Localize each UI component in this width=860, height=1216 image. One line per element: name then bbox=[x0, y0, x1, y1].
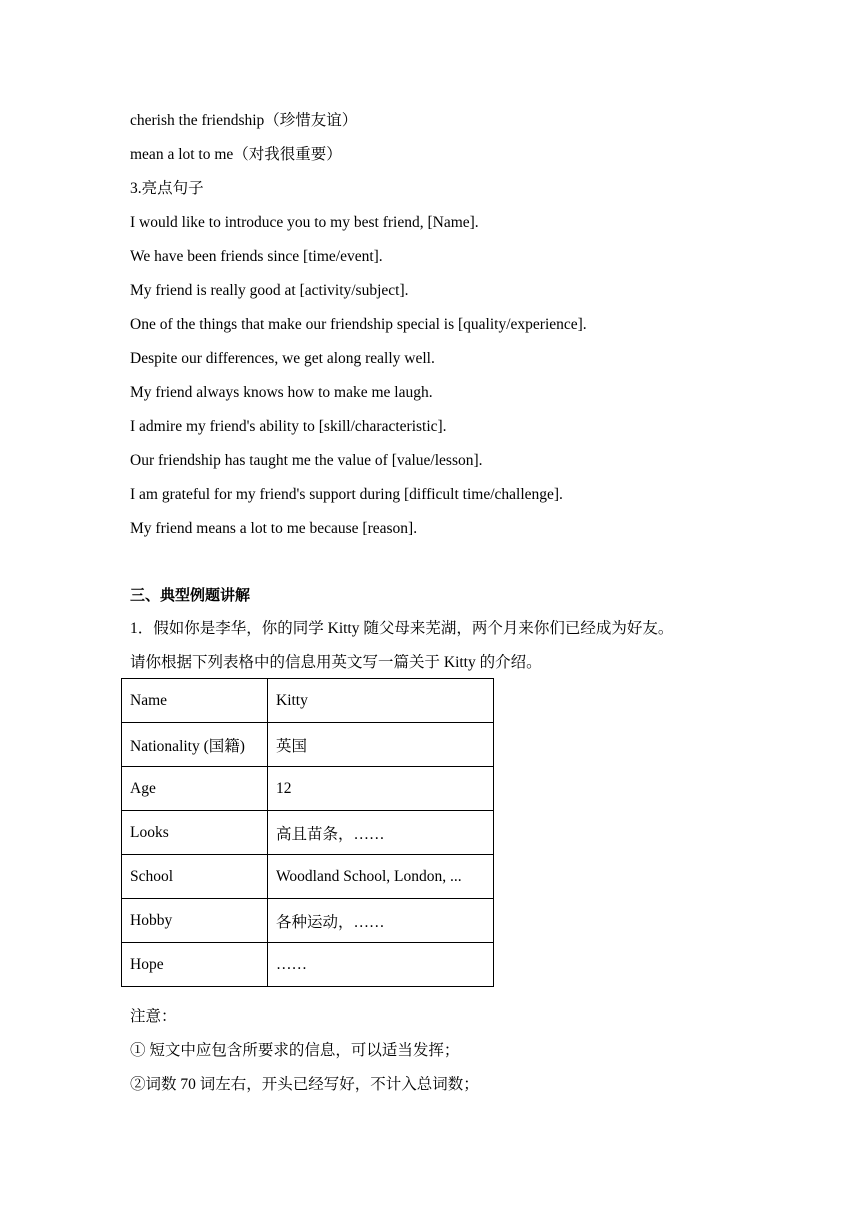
table-row bbox=[122, 943, 494, 987]
sentence-line: My friend means a lot to me because [reason]. bbox=[130, 520, 418, 537]
table-row bbox=[122, 723, 494, 767]
sentence-line: My friend is really good at [activity/subject]. bbox=[130, 282, 409, 299]
info-table bbox=[121, 678, 494, 987]
row-value: 各种运动，…… bbox=[268, 899, 494, 943]
row-label: Hobby bbox=[122, 899, 268, 943]
sentence-line: Our friendship has taught me the value of [value/lesson]. bbox=[130, 452, 483, 469]
row-label: Nationality (国籍) bbox=[122, 723, 268, 767]
question-line: 请你根据下列表格中的信息用英文写一篇关于 Kitty 的介绍。 bbox=[130, 654, 542, 671]
sentence-line: We have been friends since [time/event]. bbox=[130, 248, 383, 265]
sentence-line: One of the things that make our friendship special is [quality/experience]. bbox=[130, 316, 587, 333]
table-row bbox=[122, 811, 494, 855]
sentence-line: Despite our differences, we get along really well. bbox=[130, 350, 435, 367]
row-value: Kitty bbox=[268, 679, 494, 723]
note-item: ① 短文中应包含所要求的信息，可以适当发挥； bbox=[130, 1042, 460, 1059]
phrase-line: mean a lot to me（对我很重要） bbox=[130, 146, 342, 163]
row-value: 英国 bbox=[268, 723, 494, 767]
row-label: Age bbox=[122, 767, 268, 811]
row-label: Name bbox=[122, 679, 268, 723]
row-label: Hope bbox=[122, 943, 268, 987]
notes-title: 注意： bbox=[130, 1008, 177, 1025]
table-row bbox=[122, 899, 494, 943]
table-row bbox=[122, 679, 494, 723]
question-line: 1．假如你是李华，你的同学 Kitty 随父母来芜湖，两个月来你们已经成为好友。 bbox=[130, 620, 674, 637]
table-row bbox=[122, 767, 494, 811]
row-value: 高且苗条，…… bbox=[268, 811, 494, 855]
sentence-line: I am grateful for my friend's support during [difficult time/challenge]. bbox=[130, 486, 563, 503]
table-row bbox=[122, 855, 494, 899]
note-item: ②词数 70 词左右，开头已经写好，不计入总词数； bbox=[130, 1076, 479, 1093]
section-heading: 三、典型例题讲解 bbox=[130, 586, 251, 604]
subsection-heading: 3.亮点句子 bbox=[130, 180, 204, 197]
row-label: Looks bbox=[122, 811, 268, 855]
row-value: Woodland School, London, ... bbox=[268, 855, 494, 899]
sentence-line: I would like to introduce you to my best friend, [Name]. bbox=[130, 214, 479, 231]
sentence-line: My friend always knows how to make me laugh. bbox=[130, 384, 433, 401]
phrase-line: cherish the friendship（珍惜友谊） bbox=[130, 112, 358, 129]
row-value: 12 bbox=[268, 767, 494, 811]
row-label: School bbox=[122, 855, 268, 899]
row-value: …… bbox=[268, 943, 494, 987]
sentence-line: I admire my friend's ability to [skill/characteristic]. bbox=[130, 418, 447, 435]
